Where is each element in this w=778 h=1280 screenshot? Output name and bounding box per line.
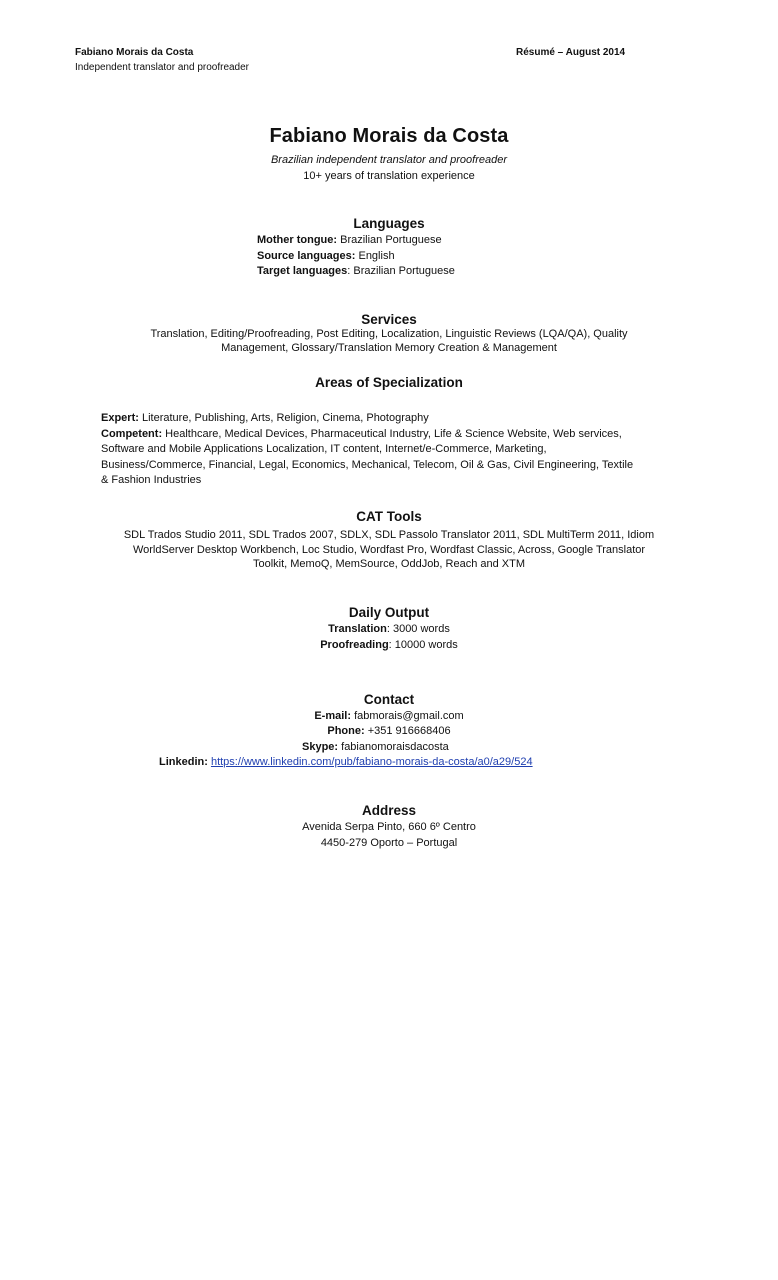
address-line: 4450-279 Oporto – Portugal xyxy=(320,836,458,849)
phone-value: +351 916668406 xyxy=(364,725,451,737)
services-heading: Services xyxy=(361,312,417,327)
services-line: Translation, Editing/Proofreading, Post Editing, Localization, Linguistic Reviews (LQA/QA), Quality xyxy=(150,328,628,340)
resume-name: Fabiano Morais da Costa xyxy=(269,125,509,147)
competent-line: & Fashion Industries xyxy=(101,474,202,486)
output-label: Proofreading xyxy=(320,638,389,651)
output-proofreading xyxy=(0,638,778,654)
resume-tagline: Brazilian independent translator and proofreader xyxy=(270,154,508,166)
language-label: Source languages: xyxy=(257,249,356,262)
languages-list xyxy=(257,233,455,280)
output-translation xyxy=(0,622,778,638)
contact-heading: Contact xyxy=(363,692,415,707)
cat-tools-text xyxy=(0,528,778,572)
cat-tools-line: Toolkit, MemoQ, MemSource, OddJob, Reach and XTM xyxy=(252,558,526,570)
linkedin-label: Linkedin: xyxy=(159,756,208,768)
linkedin-link[interactable]: https://www.linkedin.com/pub/fabiano-morais-da-costa/a0/a29/524 xyxy=(210,756,533,768)
languages-heading: Languages xyxy=(353,216,425,231)
language-value: English xyxy=(355,249,395,262)
resume-experience: 10+ years of translation experience xyxy=(303,170,475,182)
cat-tools-line: SDL Trados Studio 2011, SDL Trados 2007, SDLX, SDL Passolo Translator 2011, SDL MultiTerm 2011, Idiom xyxy=(123,529,655,541)
email-value: fabmorais@gmail.com xyxy=(351,710,464,722)
header-subtitle: Independent translator and proofreader xyxy=(75,62,250,73)
daily-output-heading: Daily Output xyxy=(348,605,430,620)
expert-label: Expert: xyxy=(101,412,139,424)
phone-label: Phone: xyxy=(327,725,365,737)
header-name: Fabiano Morais da Costa xyxy=(75,47,194,58)
services-line: Management, Glossary/Translation Memory Creation & Management xyxy=(221,342,557,354)
contact-phone xyxy=(0,724,778,740)
contact-linkedin xyxy=(159,755,533,771)
language-item-source xyxy=(257,249,455,265)
competent-line: Software and Mobile Applications Localization, IT content, Internet/e-Commerce, Marketing, xyxy=(101,443,547,455)
output-value: : 3000 words xyxy=(386,623,450,635)
language-label: Mother tongue: xyxy=(257,234,338,246)
specialization-text xyxy=(101,411,661,489)
output-value: : 10000 words xyxy=(388,638,458,651)
services-text xyxy=(0,327,778,355)
language-label: Target languages xyxy=(257,265,348,277)
contact-email xyxy=(0,709,778,725)
cat-tools-heading: CAT Tools xyxy=(356,509,422,524)
competent-line: Business/Commerce, Financial, Legal, Economics, Mechanical, Telecom, Oil & Gas, Civil Engineering, Textile xyxy=(101,458,634,471)
header-doc-label: Résumé – August 2014 xyxy=(516,47,626,58)
address-heading: Address xyxy=(361,803,417,818)
competent-value: Healthcare, Medical Devices, Pharmaceutical Industry, Life & Science Website, Web services, xyxy=(162,427,622,440)
address-line: Avenida Serpa Pinto, 660 6º Centro xyxy=(302,821,476,833)
specialization-heading: Areas of Specialization xyxy=(315,375,463,390)
skype-value: fabianomoraisdacosta xyxy=(338,741,449,753)
output-label: Translation xyxy=(328,623,387,635)
cat-tools-line: WorldServer Desktop Workbench, Loc Studio, Wordfast Pro, Wordfast Classic, Across, Google Translator xyxy=(132,543,646,556)
daily-output-text xyxy=(0,622,778,653)
contact-skype xyxy=(302,740,449,756)
expert-value: Literature, Publishing, Arts, Religion, Cinema, Photography xyxy=(138,412,429,424)
language-item-target xyxy=(257,264,455,280)
language-value: : Brazilian Portuguese xyxy=(347,265,455,277)
language-value: Brazilian Portuguese xyxy=(337,234,442,246)
address-text xyxy=(0,820,778,851)
language-item-mother-tongue xyxy=(257,233,455,249)
skype-label: Skype: xyxy=(302,741,339,753)
email-label: E-mail: xyxy=(314,710,352,722)
expert-line xyxy=(101,411,661,427)
competent-label: Competent: xyxy=(101,427,163,440)
competent-line xyxy=(101,427,661,443)
